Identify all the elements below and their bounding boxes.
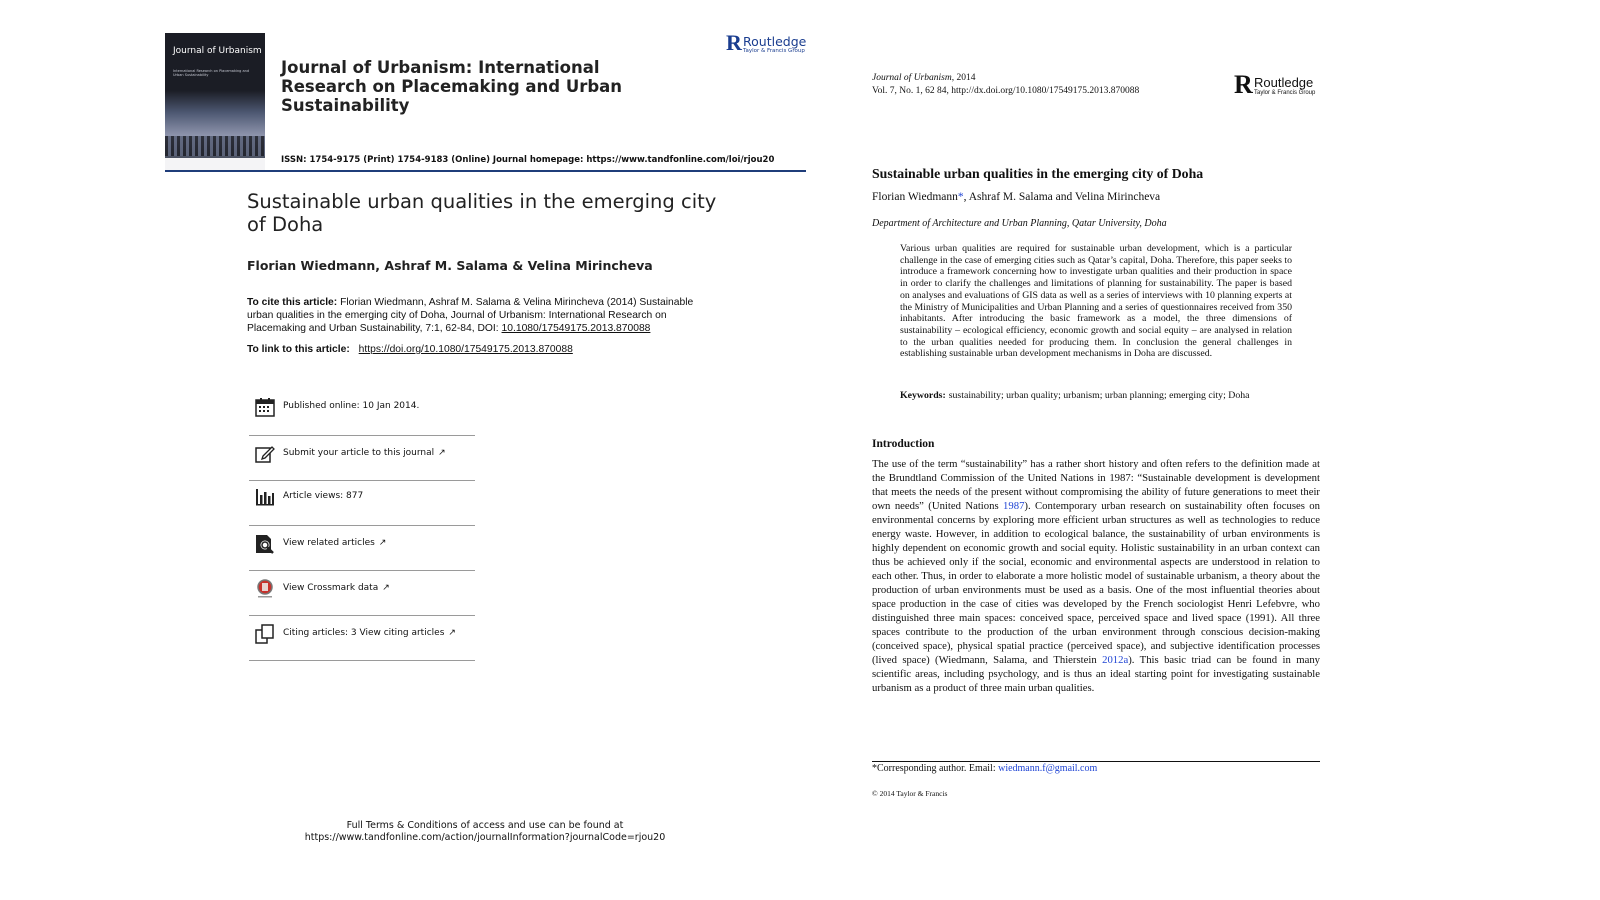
keywords-label: Keywords:: [900, 390, 946, 401]
submit-row[interactable]: [249, 432, 475, 476]
submit-article-link[interactable]: [283, 448, 446, 458]
journal-citation-header: [872, 72, 1139, 97]
footnote-rule: [872, 761, 1320, 762]
terms-line-1: Full Terms & Conditions of access and use can be found at: [346, 820, 624, 831]
cover-subtitle: International Research on Placemaking and Urban Sustainability: [173, 69, 250, 77]
crossmark-icon: [255, 579, 275, 599]
cite-doi-link[interactable]: 10.1080/17549175.2013.870088: [501, 322, 651, 334]
views-row: [249, 475, 475, 519]
publisher-group: Taylor & Francis Group: [743, 48, 805, 54]
reference-link-2012a[interactable]: 2012a: [1102, 654, 1129, 666]
paper-authors: [872, 191, 1160, 203]
section-heading-introduction: Introduction: [872, 438, 935, 450]
first-author: Florian Wiedmann: [872, 191, 958, 203]
article-authors: Florian Wiedmann, Ashraf M. Salama & Velina Mirincheva: [247, 258, 653, 273]
article-title: Sustainable urban qualities in the emerging city of Doha: [247, 190, 717, 236]
article-doi-link[interactable]: https://doi.org/10.1080/17549175.2013.870088: [358, 344, 573, 355]
crossmark-row[interactable]: [249, 567, 475, 611]
header-rule: [165, 170, 806, 172]
journal-name: Journal of Urbanism: International Research on Placemaking and Urban Sustainability: [281, 58, 623, 115]
cover-title: Journal of Urbanism: [173, 46, 262, 56]
introduction-paragraph: [872, 457, 1320, 695]
citing-articles-link[interactable]: [283, 628, 456, 638]
keywords-text: sustainability; urban quality; urbanism; urban planning; emerging city; Doha: [948, 390, 1250, 401]
cover-logo-strip: [165, 158, 265, 170]
published-row: [249, 385, 475, 429]
journal-cover-image: [165, 33, 265, 170]
calendar-icon: [255, 397, 275, 417]
publisher-name: Routledge: [1254, 75, 1314, 90]
bar-chart-icon: [255, 487, 275, 507]
related-label: View related articles: [283, 538, 375, 548]
journal-name-italic: Journal of Urbanism: [872, 73, 952, 83]
external-link-icon: ↗: [378, 538, 387, 548]
other-authors: , Ashraf M. Salama and Velina Mirincheva: [963, 191, 1161, 203]
article-link-line: [247, 344, 573, 355]
author-email-link[interactable]: wiedmann.f@gmail.com: [998, 763, 1098, 774]
article-views: Article views: 877: [283, 491, 364, 501]
body-text-2: ). Contemporary urban research on sustainability often focuses on environmental concerns by exploring more efficient urban structures as well as technologies to reduce energy waste. However, in addition to ecological balance, the sustainability of urban environments is highly dependent on economic growth and social equity. Holistic sustainability in an urban context can thus be achieved only if the social, economic and environmental aspects are understood in relation to each other. Thus, in order to elaborate a more holistic model of sustainable urbanism, a theory about the production of urban environments must be used as a basis. One of the most influential theories about space production in the case of cities was developed by the French sociologist Henri Lefebvre, who distinguished three main spaces: conceived space, perceived space and lived space (1991). All three spaces contribute to the production of the urban environment through conscious decision-making (conceived space), physical spatial practice (perceived space), and subjective identification processes (lived space) (Wiedmann, Salama, and Thierstein: [872, 500, 1320, 666]
article-first-page: [872, 60, 1332, 840]
citing-row[interactable]: [249, 612, 475, 656]
search-document-icon: [255, 534, 275, 554]
issn-homepage-line[interactable]: ISSN: 1754-9175 (Print) 1754-9183 (Online) Journal homepage: https://www.tandfonline.com/loi/rjou20: [281, 155, 775, 165]
body-text-1: The use of the term “sustainability” has a rather short history and often refers to the definition made at the Brundtland Commission of the United Nations in 1987: “Sustainable development is development that meets the needs of the present without compromising the ability of future generations to meet their own needs” (United Nations: [872, 458, 1320, 512]
corresponding-footnote: [872, 763, 1097, 774]
citing-icon: [255, 624, 275, 644]
affiliation: Department of Architecture and Urban Planning, Qatar University, Doha: [872, 218, 1167, 229]
related-articles-link[interactable]: [283, 538, 386, 548]
keywords: [900, 390, 1292, 402]
corresponding-author-marker[interactable]: *: [957, 191, 964, 203]
terms-conditions: [165, 820, 805, 843]
reference-link-1987[interactable]: 1987: [1003, 500, 1025, 512]
citing-label: Citing articles: 3 View citing articles: [283, 628, 445, 638]
routledge-r-icon: R: [1234, 70, 1253, 99]
citation-block: [247, 297, 717, 335]
journal-year: , 2014: [951, 73, 976, 83]
footnote-label: *Corresponding author. Email:: [872, 763, 999, 774]
publisher-name: Routledge: [743, 34, 807, 49]
publisher-group: Taylor & Francis Group: [1254, 90, 1316, 96]
divider: [249, 660, 475, 661]
submit-label: Submit your article to this journal: [283, 448, 435, 458]
volume-doi-line: Vol. 7, No. 1, 62 84, http://dx.doi.org/10.1080/17549175.2013.870088: [872, 85, 1140, 96]
related-row[interactable]: [249, 522, 475, 566]
external-link-icon: ↗: [382, 583, 390, 593]
cite-text: Florian Wiedmann, Ashraf M. Salama & Velina Mirincheva (2014) Sustainable urban qualities in the emerging city of Doha, Journal of Urbanism: International Research on Placemaking and Urban Sustainability, 7:1, 62-84, DOI:: [247, 297, 694, 334]
crossmark-label: View Crossmark data: [283, 583, 379, 593]
external-link-icon: ↗: [448, 628, 456, 638]
copyright: © 2014 Taylor & Francis: [872, 789, 948, 798]
paper-title: Sustainable urban qualities in the emerging city of Doha: [872, 166, 1204, 181]
abstract: Various urban qualities are required for sustainable urban development, which is a particular challenge in the case of emerging cities such as Qatar’s capital, Doha. Therefore, this paper seeks to introduce a framework concerning how to investigate urban qualities and their production in space in order to clarify the challenges and limitations of planning for sustainability. The paper is based on analyses and evaluations of GIS data as well as a series of interviews with 10 planning experts at the Ministry of Municipalities and Urban Planning and a series of questionnaires received from 350 inhabitants. After introducing the basic framework as a model, the three dimensions of sustainability – ecological efficiency, economic growth and social equity – are analysed in relation to the urban qualities needed for producing them. In conclusion the general challenges in establishing sustainable urban development mechanisms in Doha are discussed.: [900, 243, 1292, 360]
cite-label: To cite this article:: [247, 297, 338, 308]
published-date: Published online: 10 Jan 2014.: [283, 401, 420, 411]
body-text-3: ). This basic triad can be found in many scientific areas, including psychology, and is thus an ideal starting point for investigating sustainable urbanism as a product of three main urban qualities.: [872, 654, 1321, 694]
crossmark-link[interactable]: [283, 583, 390, 593]
link-label: To link to this article:: [247, 344, 350, 355]
pdf-cover-page: [165, 30, 805, 890]
external-link-icon: ↗: [438, 448, 446, 458]
edit-icon: [255, 444, 275, 464]
cover-pier-silhouette: [165, 136, 265, 156]
routledge-r-icon: R: [726, 30, 742, 55]
terms-url[interactable]: https://www.tandfonline.com/action/journalInformation?journalCode=rjou20: [304, 831, 666, 843]
